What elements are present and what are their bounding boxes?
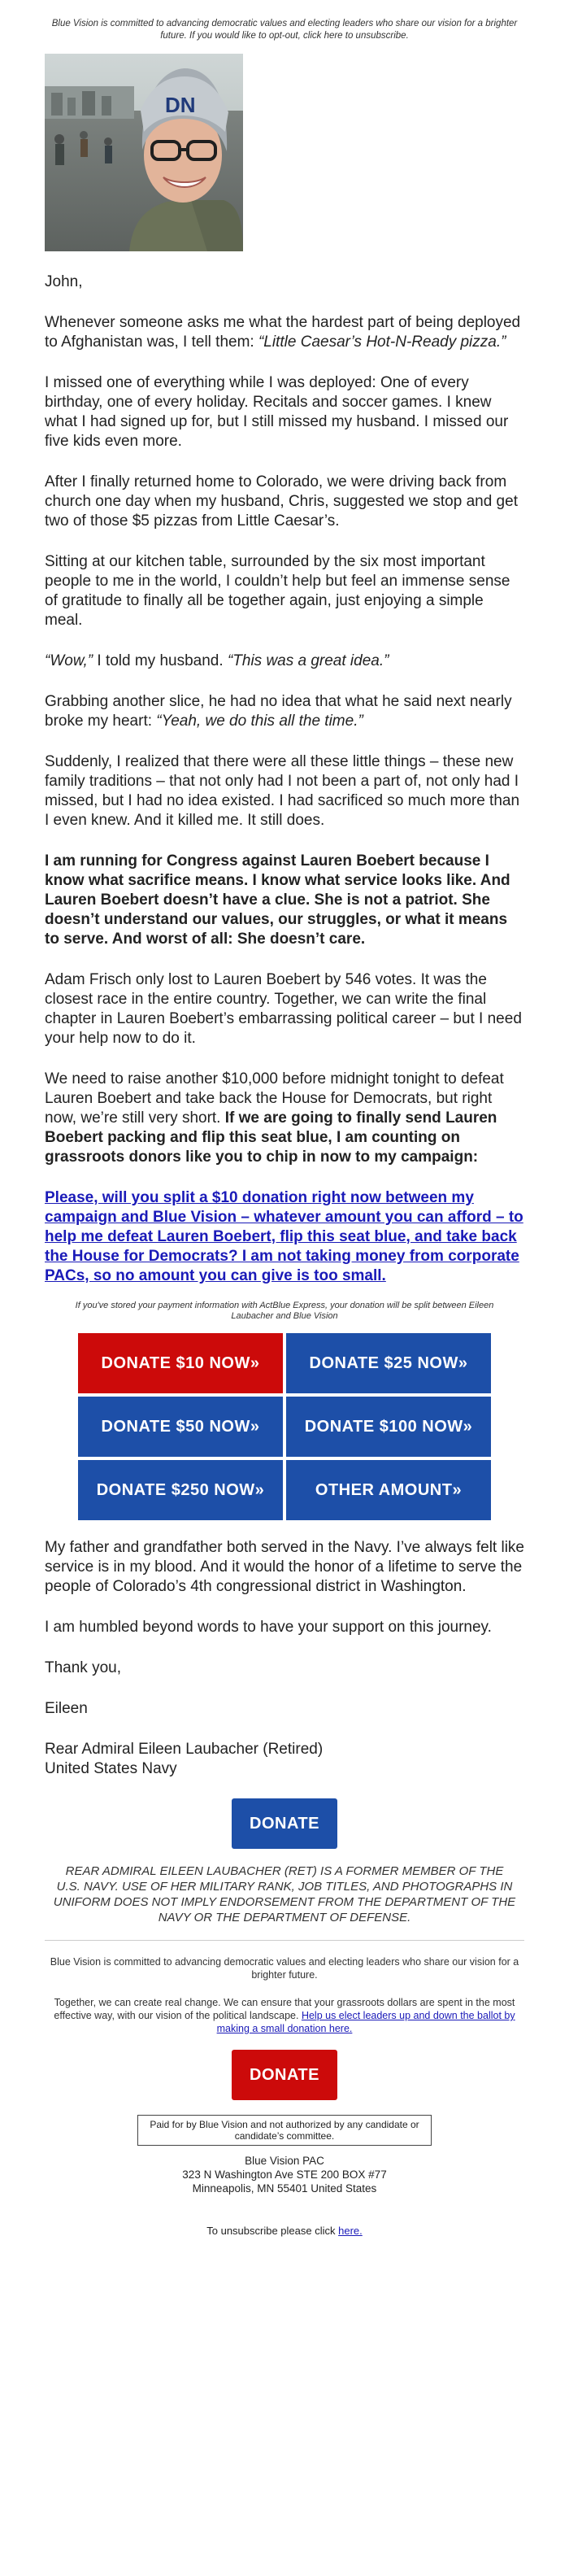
paragraph-10 — [45, 1070, 524, 1167]
paragraph-11: My father and grandfather both served in the Navy. I’ve always felt like service is in my blood. And it would the honor of a lifetime to serve the people of Colorado’s 4th congressional district in Washington. — [45, 1539, 525, 1595]
paragraph-8-bold: I am running for Congress against Lauren Boebert because I know what sacrifice means. I know what service looks like. And Lauren Boebert doesn’t have a clue. She is not a patriot. She doesn’t understand our values, our struggles, or what it means to serve. And worst of all: She doesn’t care. — [45, 852, 510, 948]
paragraph-10-bold: If we are going to finally send Lauren Boebert packing and flip this seat blue, I am counting on grassroots donors like you to chip in now to my campaign: — [45, 1109, 497, 1166]
letter-closing — [45, 1538, 524, 1779]
paragraph-4: Sitting at our kitchen table, surrounded by the six most important people to me in the world, I couldn’t help but feel an immense sense of gratitude to finally all be together again, just enjoying a simple meal. — [45, 553, 510, 629]
email-container — [45, 0, 524, 2237]
paragraph-5-quote-2: “This was a great idea.” — [227, 652, 389, 669]
donate-button-grid — [78, 1333, 491, 1520]
paragraph-5-text: I told my husband. — [93, 652, 228, 669]
paragraph-9: Adam Frisch only lost to Lauren Boebert by 546 votes. It was the closest race in the entire country. Together, we can write the final chapter in Lauren Boebert’s embarrassing political career – but I need your help now to do it. — [45, 971, 522, 1047]
unsubscribe-link[interactable]: here. — [338, 2225, 363, 2237]
ask-paragraph — [45, 1188, 524, 1286]
footer-divider — [45, 1940, 524, 1941]
donate-50-button[interactable]: DONATE $50 NOW» — [78, 1397, 283, 1457]
donate-25-button[interactable]: DONATE $25 NOW» — [286, 1333, 491, 1393]
donate-100-button[interactable]: DONATE $100 NOW» — [286, 1397, 491, 1457]
paragraph-10-text: We need to raise another $10,000 before midnight tonight to defeat Lauren Boebert and take back the House for Democrats, but right now, we’re still very short. — [45, 1070, 504, 1127]
footer-together — [45, 1996, 524, 2035]
closing: Thank you, — [45, 1659, 121, 1676]
military-disclaimer: REAR ADMIRAL EILEEN LAUBACHER (RET) IS A FORMER MEMBER OF THE U.S. NAVY. USE OF HER MILITARY RANK, JOB TITLES, AND PHOTOGRAPHS IN UNIFORM DOES NOT IMPLY ENDORSEMENT FROM THE DEPARTMENT OF THE NAVY OR THE DEPARTMENT OF DEFENSE. — [53, 1864, 516, 1924]
helmet-text: DN — [165, 93, 196, 117]
paragraph-2: I missed one of everything while I was deployed: One of every birthday, one of every holiday. Recitals and soccer games. I knew what I had signed up for, but I still missed my husband. I missed our five kids even more. — [45, 374, 509, 450]
paragraph-7: Suddenly, I realized that there were all these little things – these new family traditions – that not only had I not been a part of, not only had I missed, but I had no idea existed. I had sacrificed so much more than I even knew. And it killed me. It still does. — [45, 753, 520, 829]
paid-for-box: Paid for by Blue Vision and not authorized by any candidate or candidate’s committee. — [137, 2115, 432, 2146]
paragraph-5 — [45, 652, 524, 671]
footer-donate-link[interactable]: Help us elect leaders up and down the ballot by making a small donation here. — [216, 2010, 515, 2034]
org-name: Blue Vision PAC — [245, 2155, 324, 2167]
actblue-note: If you've stored your payment information with ActBlue Express, your donation will be split between Eileen Laubacher and Blue Vision — [75, 1301, 494, 1321]
salutation: John, — [45, 273, 83, 290]
signer-title — [45, 1740, 524, 1779]
footer-together-text: Together, we can create real change. We can ensure that your grassroots dollars are spent in the most effective way, with our vision of the political landscape. — [54, 1997, 515, 2021]
paragraph-12: I am humbled beyond words to have your support on this journey. — [45, 1619, 492, 1636]
footer-mission: Blue Vision is committed to advancing democratic values and electing leaders who share our vision for a brighter future. — [50, 1956, 519, 1981]
donation-ask-link[interactable]: Please, will you split a $10 donation right now between my campaign and Blue Vision – whatever amount you can afford – to help me defeat Lauren Boebert, flip this seat blue, and take back the House for Democrats? I am not taking money from corporate PACs, so no amount you can give is too small. — [45, 1189, 523, 1284]
donate-250-button[interactable]: DONATE $250 NOW» — [78, 1460, 283, 1520]
paragraph-6-quote: “Yeah, we do this all the time.” — [156, 713, 363, 730]
address-line-1: 323 N Washington Ave STE 200 BOX #77 — [182, 2168, 387, 2181]
unsubscribe-line — [45, 2225, 524, 2237]
signature: Eileen — [45, 1700, 88, 1717]
donate-button[interactable]: DONATE — [232, 1798, 337, 1849]
donate-10-button[interactable]: DONATE $10 NOW» — [78, 1333, 283, 1393]
mailing-address — [45, 2154, 524, 2195]
signer-title-line-2: United States Navy — [45, 1760, 177, 1777]
signer-title-line-1: Rear Admiral Eileen Laubacher (Retired) — [45, 1741, 324, 1758]
candidate-photo — [45, 54, 243, 251]
paragraph-1-text: Whenever someone asks me what the hardest part of being deployed to Afghanistan was, I tell them: — [45, 314, 521, 351]
unsubscribe-text: To unsubscribe please click — [206, 2225, 339, 2237]
paragraph-1-quote: “Little Caesar’s Hot-N-Ready pizza.” — [258, 333, 506, 351]
candidate-photo-illustration — [45, 54, 243, 251]
other-amount-button[interactable]: OTHER AMOUNT» — [286, 1460, 491, 1520]
paragraph-5-quote-1: “Wow,” — [45, 652, 93, 669]
paragraph-1 — [45, 313, 524, 352]
address-line-2: Minneapolis, MN 55401 United States — [192, 2182, 377, 2195]
preheader: Blue Vision is committed to advancing democratic values and electing leaders who share our vision for a brighter future. If you would like to opt-out, click here to unsubscribe. — [51, 19, 518, 41]
footer-donate-button[interactable]: DONATE — [232, 2050, 337, 2100]
paragraph-6 — [45, 692, 524, 731]
letter-body — [45, 272, 524, 1286]
paragraph-6-text: Grabbing another slice, he had no idea that what he said next nearly broke my heart: — [45, 693, 512, 730]
paragraph-3: After I finally returned home to Colorado, we were driving back from church one day when my husband, Chris, suggested we stop and get two of those $5 pizzas from Little Caesar’s. — [45, 473, 518, 530]
